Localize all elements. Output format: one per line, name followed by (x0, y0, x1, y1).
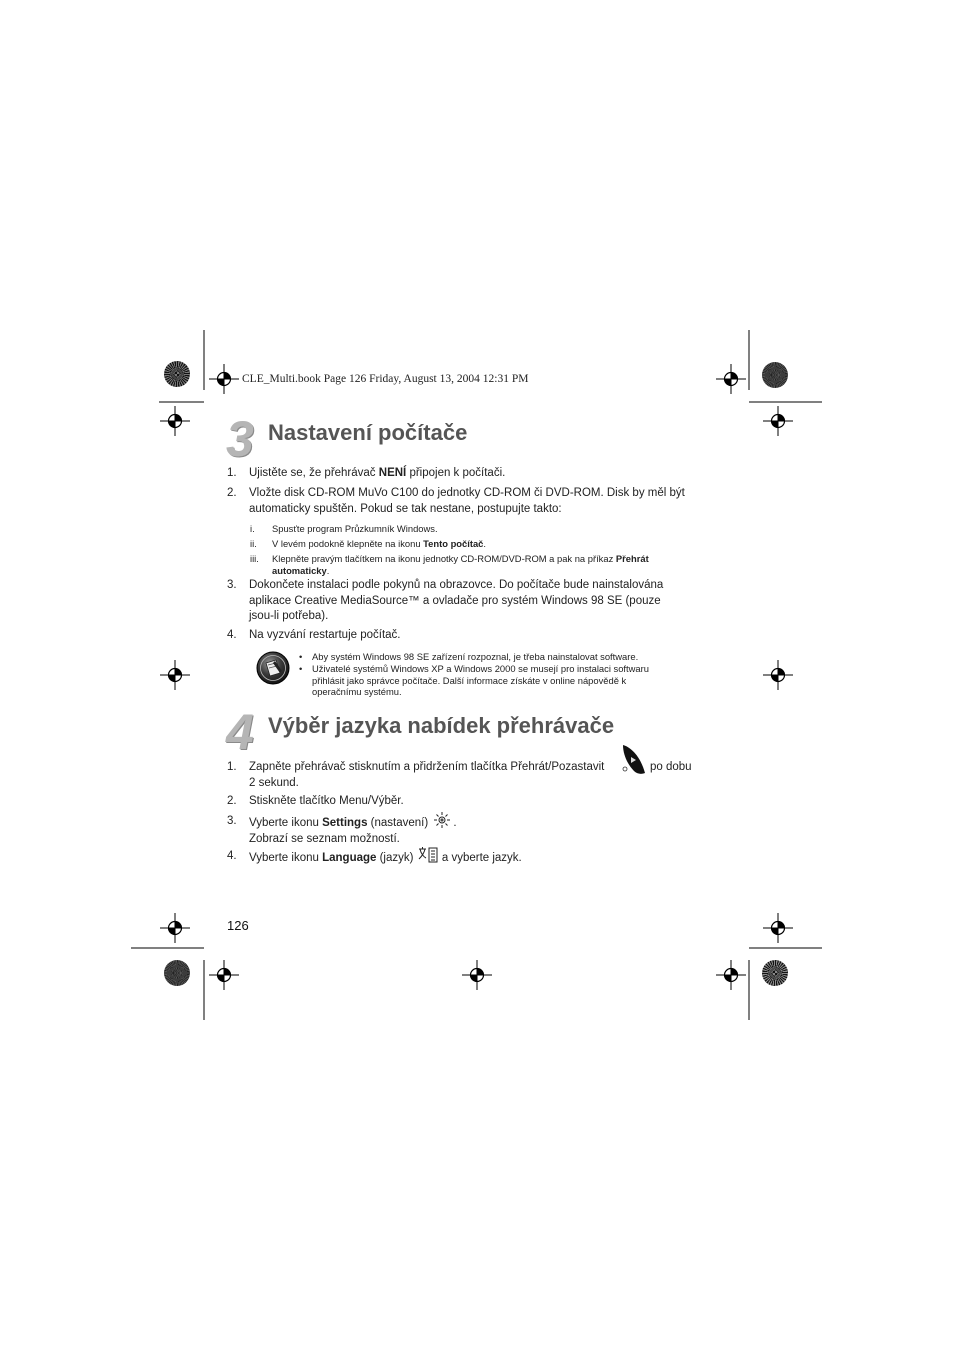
registration-mark-icon (160, 913, 190, 943)
step-number: 2. (227, 487, 237, 499)
substep-text-part: . (483, 538, 487, 549)
step-number: 2. (227, 795, 237, 807)
section-title: Výběr jazyka nabídek přehrávače (268, 713, 615, 738)
settings-icon (431, 811, 453, 829)
substep-text-part: Klepněte pravým tlačítkem na ikonu jednotky CD-ROM/DVD-ROM a pak na příkaz (272, 553, 616, 564)
step-text-part: . (453, 817, 457, 830)
step-text-part: po dobu (650, 761, 692, 773)
step-text-bold: Language (322, 852, 377, 865)
step-text-part: Vyberte ikonu (249, 817, 323, 830)
registration-mark-icon (763, 913, 793, 943)
substep-number: ii. (250, 538, 257, 549)
step-text: Na vyzvání restartuje počítač. (249, 629, 401, 641)
color-bar-starburst-icon (762, 362, 788, 388)
note-pen-icon (256, 651, 290, 685)
step-text-line: 2 sekund. (249, 776, 299, 789)
step-text-line: aplikace Creative MediaSource™ a ovladače pro systém Windows 98 SE (pouze (249, 594, 661, 607)
step-number: 1. (227, 761, 237, 773)
note-text: Aby systém Windows 98 SE zařízení rozpoznal, je třeba nainstalovat software. (312, 651, 639, 662)
step-text-part: Vyberte ikonu (249, 852, 323, 865)
step-text (249, 814, 457, 848)
note-bullet: • (299, 663, 303, 674)
note-text (312, 663, 649, 698)
page-number: 126 (227, 918, 249, 933)
step-text-part: (jazyk) (376, 852, 417, 865)
registration-mark-icon (763, 660, 793, 690)
registration-mark-icon (209, 960, 239, 990)
substep-text-part: . (326, 564, 330, 576)
color-bar-starburst-icon (164, 361, 190, 387)
step-number: 4. (227, 850, 237, 862)
print-header: CLE_Multi.book Page 126 Friday, August 13, 2004 12:31 PM (242, 373, 529, 385)
step-number: 3. (227, 579, 237, 591)
registration-mark-icon (716, 364, 746, 394)
step-number: 1. (227, 467, 237, 479)
section-number: 3 (226, 411, 254, 467)
step-text (249, 466, 505, 482)
step-text-part: a vyberte jazyk. (438, 852, 522, 865)
substep-text (272, 553, 649, 576)
registration-mark-icon (160, 406, 190, 436)
step-text (249, 578, 663, 625)
substep-text-bold: Přehrát (615, 553, 649, 564)
step-number: 3. (227, 815, 237, 827)
note-text-line: přihlásit jako správce počítače. Další informace získáte v online nápovědě k (312, 674, 627, 686)
registration-mark-icon (716, 960, 746, 990)
color-bar-starburst-icon (164, 960, 190, 986)
substep-number: iii. (250, 553, 259, 564)
step-text-bold: NENÍ (378, 467, 407, 479)
section-title: Nastavení počítače (268, 420, 468, 445)
substep-number: i. (250, 523, 255, 534)
substep-text: Spusťte program Průzkumník Windows. (272, 523, 438, 534)
substep-text-bold: automaticky (272, 564, 327, 576)
registration-mark-icon (763, 406, 793, 436)
step-text-bold: Settings (322, 817, 368, 830)
play-pause-button-icon (620, 743, 648, 777)
step-text-part: (nastavení) (367, 817, 432, 830)
step-text-line: jsou-li potřeba). (249, 610, 329, 622)
step-text-line: Zobrazí se seznam možností. (249, 833, 400, 845)
step-text (249, 849, 522, 867)
substep-text-part: V levém podokně klepněte na ikonu (272, 538, 424, 549)
registration-mark-icon (462, 960, 492, 990)
step-text-line: Dokončete instalaci podle pokynů na obrazovce. Do počítače bude nainstalována (249, 579, 664, 591)
step-text (249, 760, 604, 791)
note-text-line: operačnímu systému. (312, 686, 402, 697)
step-text-part: Zapněte přehrávač stisknutím a přidržením tlačítka Přehrát/Pozastavit (249, 761, 605, 773)
note-text-line: Uživatelé systémů Windows XP a Windows 2000 se musejí pro instalaci softwaru (312, 663, 649, 674)
registration-mark-icon (209, 364, 239, 394)
step-text-part: Ujistěte se, že přehrávač (249, 467, 379, 479)
language-icon (417, 846, 439, 864)
step-text-line: Vložte disk CD-ROM MuVo C100 do jednotky CD-ROM či DVD-ROM. Disk by měl být (249, 487, 685, 499)
note-bullet: • (299, 651, 303, 662)
step-text (249, 486, 685, 517)
step-number: 4. (227, 629, 237, 641)
step-text-line: automaticky spuštěn. Pokud se tak nestane, postupujte takto: (249, 502, 562, 515)
color-bar-starburst-icon (762, 960, 788, 986)
substep-text (272, 538, 486, 550)
substep-text-bold: Tento počítač (423, 538, 484, 549)
section-number: 4 (226, 704, 254, 760)
registration-mark-icon (160, 660, 190, 690)
step-text: Stiskněte tlačítko Menu/Výběr. (249, 795, 404, 807)
step-text-part: připojen k počítači. (406, 467, 506, 479)
